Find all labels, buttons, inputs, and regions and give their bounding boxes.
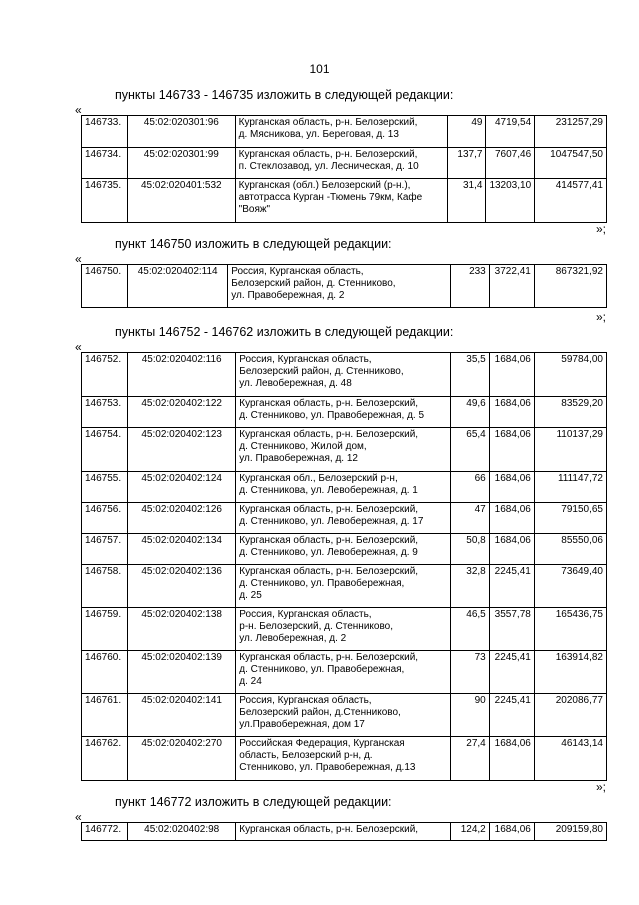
address-cell xyxy=(236,397,450,428)
open-quote: « xyxy=(75,252,82,266)
area-cell: 233 xyxy=(450,265,489,308)
cadastral-number-cell: 45:02:020402:136 xyxy=(128,565,236,608)
address-line: д. Стенниково, ул. Левобережная, д. 9 xyxy=(239,547,418,558)
cadastral-value-cell: 165436,75 xyxy=(534,608,606,651)
page-number: 101 xyxy=(309,62,330,76)
cadastral-number-cell: 45:02:020402:114 xyxy=(128,265,228,308)
unit-value-cell: 1684,06 xyxy=(489,472,534,503)
address-line: Белозерский район, д.Стенниково, xyxy=(239,707,401,718)
table-row xyxy=(82,694,607,737)
address-cell xyxy=(236,565,450,608)
table-row xyxy=(82,428,607,472)
cadastral-value-cell: 79150,65 xyxy=(534,503,606,534)
item-number-cell: 146734. xyxy=(82,148,128,179)
address-line: Россия, Курганская область, xyxy=(239,354,372,365)
table-row xyxy=(82,608,607,651)
address-line: ул. Левобережная, д. 48 xyxy=(239,378,352,389)
item-number-cell: 146762. xyxy=(82,737,128,781)
table-row xyxy=(82,651,607,694)
address-line: д. Стенниково, ул. Правобережная, xyxy=(239,578,405,589)
table-row xyxy=(82,116,607,148)
address-line: д. Стенниково, ул. Правобережная, xyxy=(239,664,405,675)
cadastral-value-cell: 73649,40 xyxy=(534,565,606,608)
cadastral-number-cell: 45:02:020401:532 xyxy=(127,179,235,223)
address-line: д. Мясникова, ул. Береговая, д. 13 xyxy=(238,129,399,140)
cadastral-number-cell: 45:02:020402:123 xyxy=(128,428,236,472)
area-cell: 66 xyxy=(450,472,489,503)
area-cell: 49,6 xyxy=(450,397,489,428)
cadastral-number-cell: 45:02:020402:270 xyxy=(128,737,236,781)
table-row xyxy=(82,534,607,565)
item-number-cell: 146754. xyxy=(82,428,128,472)
property-table xyxy=(81,115,607,223)
cadastral-value-cell: 85550,06 xyxy=(534,534,606,565)
address-cell xyxy=(236,503,450,534)
address-line: Белозерский район, д. Стенниково, xyxy=(239,366,404,377)
address-line: Российская Федерация, Курганская xyxy=(239,738,405,749)
cadastral-value-cell: 83529,20 xyxy=(534,397,606,428)
cadastral-value-cell: 202086,77 xyxy=(534,694,606,737)
close-quote: »; xyxy=(596,310,607,324)
address-cell xyxy=(236,428,450,472)
unit-value-cell: 2245,41 xyxy=(489,651,534,694)
unit-value-cell: 13203,10 xyxy=(486,179,535,223)
address-line: Курганская область, р-н. Белозерский, xyxy=(239,566,419,577)
address-line: Курганская область, р-н. Белозерский, xyxy=(238,149,418,160)
item-number-cell: 146753. xyxy=(82,397,128,428)
cadastral-value-cell: 231257,29 xyxy=(535,116,607,148)
unit-value-cell: 1684,06 xyxy=(489,737,534,781)
cadastral-number-cell: 45:02:020402:98 xyxy=(128,823,236,841)
address-line: Курганская обл., Белозерский р-н, xyxy=(239,473,398,484)
address-line: ул. Правобережная, д. 2 xyxy=(231,290,345,301)
unit-value-cell: 1684,06 xyxy=(489,534,534,565)
address-line: п. Стеклозавод, ул. Лесническая, д. 10 xyxy=(238,161,419,172)
unit-value-cell: 7607,46 xyxy=(486,148,535,179)
cadastral-number-cell: 45:02:020301:99 xyxy=(127,148,235,179)
item-number-cell: 146759. xyxy=(82,608,128,651)
cadastral-number-cell: 45:02:020402:134 xyxy=(128,534,236,565)
address-line: Курганская область, р-н. Белозерский, xyxy=(239,652,419,663)
area-cell: 35,5 xyxy=(450,353,489,397)
cadastral-number-cell: 45:02:020402:141 xyxy=(128,694,236,737)
area-cell: 50,8 xyxy=(450,534,489,565)
address-line: д. Стенниково, Жилой дом, xyxy=(239,441,367,452)
table-row xyxy=(82,737,607,781)
unit-value-cell: 3557,78 xyxy=(489,608,534,651)
cadastral-number-cell: 45:02:020402:124 xyxy=(128,472,236,503)
address-line: д. 24 xyxy=(239,676,262,687)
cadastral-number-cell: 45:02:020402:116 xyxy=(128,353,236,397)
area-cell: 27,4 xyxy=(450,737,489,781)
cadastral-value-cell: 111147,72 xyxy=(534,472,606,503)
address-line: Стенниково, ул. Правобережная, д.13 xyxy=(239,762,416,773)
open-quote: « xyxy=(75,810,82,824)
property-table xyxy=(81,822,607,841)
address-cell xyxy=(236,608,450,651)
unit-value-cell: 1684,06 xyxy=(489,823,534,841)
property-table xyxy=(81,352,607,781)
address-line: Курганская область, р-н. Белозерский, xyxy=(239,504,419,515)
table-row xyxy=(82,397,607,428)
unit-value-cell: 1684,06 xyxy=(489,428,534,472)
address-cell xyxy=(236,353,450,397)
cadastral-value-cell: 867321,92 xyxy=(534,265,606,308)
address-line: Россия, Курганская область, xyxy=(231,266,364,277)
address-line: Курганская область, р-н. Белозерский, xyxy=(239,398,419,409)
cadastral-value-cell: 59784,00 xyxy=(534,353,606,397)
section-heading: пункты 146752 - 146762 изложить в следующей редакции: xyxy=(115,325,454,339)
item-number-cell: 146772. xyxy=(82,823,128,841)
unit-value-cell: 1684,06 xyxy=(489,353,534,397)
open-quote: « xyxy=(75,103,82,117)
item-number-cell: 146761. xyxy=(82,694,128,737)
item-number-cell: 146752. xyxy=(82,353,128,397)
area-cell: 47 xyxy=(450,503,489,534)
address-line: Курганская область, р-н. Белозерский, xyxy=(238,117,418,128)
address-cell xyxy=(236,737,450,781)
item-number-cell: 146750. xyxy=(82,265,128,308)
unit-value-cell: 1684,06 xyxy=(489,503,534,534)
unit-value-cell: 1684,06 xyxy=(489,397,534,428)
address-line: область, Белозерский р-н, д. xyxy=(239,750,373,761)
cadastral-number-cell: 45:02:020402:126 xyxy=(128,503,236,534)
address-cell xyxy=(236,694,450,737)
address-line: автотрасса Курган -Тюмень 79км, Кафе xyxy=(238,192,423,203)
address-line: Россия, Курганская область, xyxy=(239,695,372,706)
address-line: Россия, Курганская область, xyxy=(239,609,372,620)
area-cell: 46,5 xyxy=(450,608,489,651)
table-row xyxy=(82,265,607,308)
area-cell: 32,8 xyxy=(450,565,489,608)
unit-value-cell: 4719,54 xyxy=(486,116,535,148)
unit-value-cell: 3722,41 xyxy=(489,265,534,308)
item-number-cell: 146755. xyxy=(82,472,128,503)
area-cell: 49 xyxy=(447,116,486,148)
address-cell xyxy=(236,534,450,565)
section-heading: пункт 146750 изложить в следующей редакции: xyxy=(115,237,392,251)
address-line: д. Стенникова, ул. Левобережная, д. 1 xyxy=(239,485,418,496)
cadastral-value-cell: 110137,29 xyxy=(534,428,606,472)
cadastral-number-cell: 45:02:020402:122 xyxy=(128,397,236,428)
section-heading: пункт 146772 изложить в следующей редакции: xyxy=(115,795,392,809)
cadastral-value-cell: 209159,80 xyxy=(534,823,606,841)
address-line: Курганская (обл.) Белозерский (р-н.), xyxy=(238,180,411,191)
address-cell xyxy=(228,265,450,308)
table-row xyxy=(82,472,607,503)
cadastral-value-cell: 414577,41 xyxy=(535,179,607,223)
address-line: Курганская область, р-н. Белозерский, xyxy=(239,535,419,546)
item-number-cell: 146733. xyxy=(82,116,128,148)
cadastral-value-cell: 1047547,50 xyxy=(535,148,607,179)
unit-value-cell: 2245,41 xyxy=(489,565,534,608)
table-row xyxy=(82,823,607,841)
open-quote: « xyxy=(75,340,82,354)
close-quote: »; xyxy=(596,780,607,794)
address-cell xyxy=(235,116,447,148)
area-cell: 31,4 xyxy=(447,179,486,223)
item-number-cell: 146756. xyxy=(82,503,128,534)
table-row xyxy=(82,179,607,223)
address-line: д. Стенниково, ул. Правобережная, д. 5 xyxy=(239,410,425,421)
table-row xyxy=(82,353,607,397)
address-line: д. 25 xyxy=(239,590,262,601)
cadastral-number-cell: 45:02:020402:139 xyxy=(128,651,236,694)
property-table xyxy=(81,264,607,308)
cadastral-value-cell: 163914,82 xyxy=(534,651,606,694)
table-row xyxy=(82,148,607,179)
area-cell: 124,2 xyxy=(450,823,489,841)
close-quote: »; xyxy=(596,222,607,236)
address-line: р-н. Белозерский, д. Стенниково, xyxy=(239,621,394,632)
address-cell xyxy=(235,179,447,223)
address-cell xyxy=(236,472,450,503)
address-line: "Вояж" xyxy=(238,204,271,215)
table-row xyxy=(82,503,607,534)
unit-value-cell: 2245,41 xyxy=(489,694,534,737)
address-line: Курганская область, р-н. Белозерский, xyxy=(239,429,419,440)
address-line: ул. Правобережная, д. 12 xyxy=(239,453,358,464)
address-cell xyxy=(235,148,447,179)
address-line: д. Стенниково, ул. Левобережная, д. 17 xyxy=(239,516,424,527)
address-line: ул.Правобережная, дом 17 xyxy=(239,719,365,730)
cadastral-value-cell: 46143,14 xyxy=(534,737,606,781)
item-number-cell: 146757. xyxy=(82,534,128,565)
address-cell xyxy=(236,651,450,694)
address-cell xyxy=(236,823,450,841)
section-heading: пункты 146733 - 146735 изложить в следующей редакции: xyxy=(115,88,454,102)
address-line: Белозерский район, д. Стенниково, xyxy=(231,278,396,289)
area-cell: 65,4 xyxy=(450,428,489,472)
cadastral-number-cell: 45:02:020301:96 xyxy=(127,116,235,148)
area-cell: 73 xyxy=(450,651,489,694)
area-cell: 137,7 xyxy=(447,148,486,179)
item-number-cell: 146735. xyxy=(82,179,128,223)
item-number-cell: 146758. xyxy=(82,565,128,608)
table-row xyxy=(82,565,607,608)
item-number-cell: 146760. xyxy=(82,651,128,694)
address-line: ул. Левобережная, д. 2 xyxy=(239,633,347,644)
cadastral-number-cell: 45:02:020402:138 xyxy=(128,608,236,651)
area-cell: 90 xyxy=(450,694,489,737)
address-line: Курганская область, р-н. Белозерский, xyxy=(239,824,419,835)
